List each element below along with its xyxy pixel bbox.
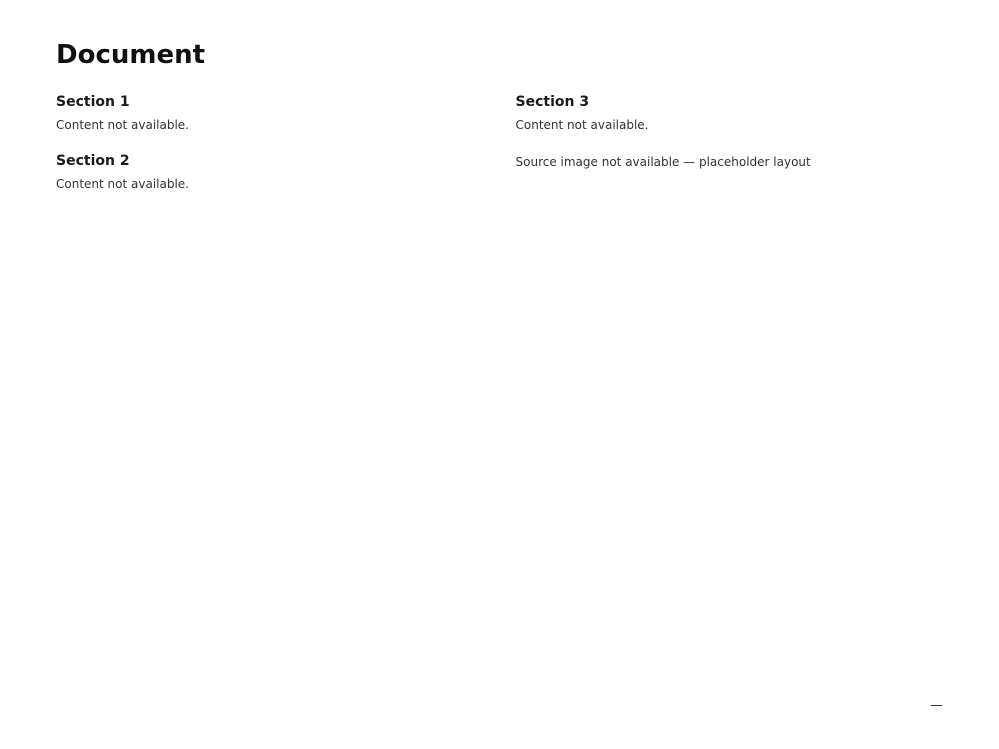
section	[56, 153, 484, 194]
right-column	[516, 94, 944, 211]
section	[56, 94, 484, 135]
section-text: Content not available.	[515, 118, 649, 132]
page-title: Document	[56, 40, 206, 70]
placeholder-note: Source image not available — placeholder layout	[515, 154, 811, 169]
content-columns	[56, 94, 943, 211]
section-heading: Section 1	[56, 94, 130, 110]
section-text: Content not available.	[56, 118, 189, 132]
section	[516, 94, 944, 135]
section-heading: Section 2	[56, 152, 130, 169]
left-column	[56, 94, 484, 211]
footer-text: —	[930, 698, 943, 713]
section-heading: Section 3	[515, 94, 590, 110]
section-text: Content not available.	[56, 176, 189, 191]
